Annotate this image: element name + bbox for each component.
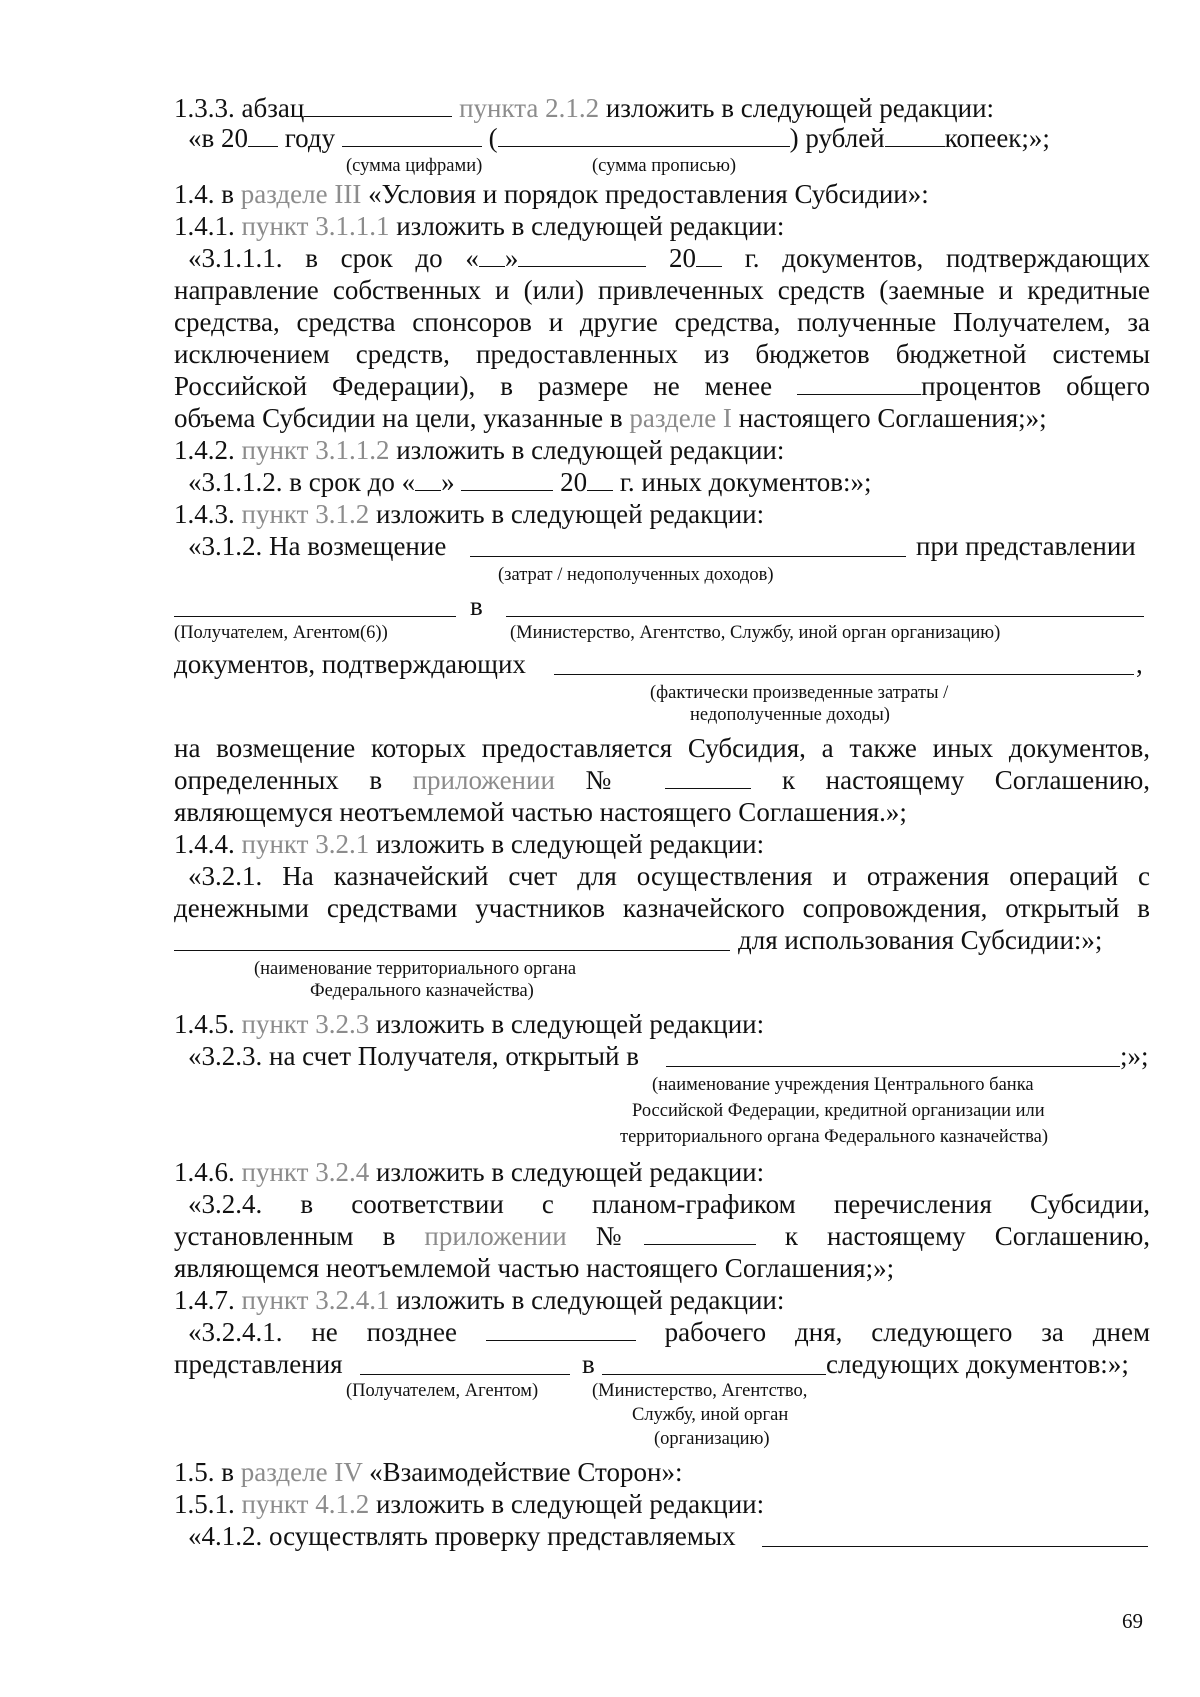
- text: 20: [669, 243, 697, 273]
- item-1-4-7: [174, 1284, 1150, 1316]
- blank-field: [248, 124, 278, 147]
- cross-reference-link[interactable]: разделе I: [629, 403, 732, 433]
- para-3-1-1-1-line-3: средства, средства спонсоров и другие средства, полученные Получателем, за: [174, 307, 1150, 337]
- item-1-3-3: [174, 92, 1150, 124]
- text: 20: [560, 467, 588, 497]
- text: 1.4.7.: [174, 1285, 235, 1315]
- docs-confirming: документов, подтверждающих: [174, 649, 526, 679]
- text: 1.4.3.: [174, 499, 235, 529]
- text: установленным: [174, 1221, 354, 1251]
- caption-costs: (затрат / недополученных доходов): [498, 565, 774, 585]
- text: изложить в следующей редакции:: [375, 1009, 765, 1039]
- para-3-2-4-line-1: [188, 1188, 1150, 1220]
- para-3-2-4-line-2: [174, 1220, 1150, 1252]
- text: «Условия и порядок предоставления Субсидии»:: [368, 179, 929, 209]
- text: 1.5. в: [174, 1457, 234, 1487]
- cross-reference-link[interactable]: приложении: [412, 765, 555, 795]
- cross-reference-link[interactable]: разделе IV: [240, 1457, 363, 1487]
- text: изложить в следующей редакции:: [375, 1489, 765, 1519]
- text: рабочего: [664, 1317, 767, 1347]
- text: с: [541, 1189, 554, 1219]
- item-1-5-1: [174, 1488, 1150, 1520]
- blank-field: [304, 94, 452, 117]
- item-text: 1.3.3. абзац: [174, 93, 305, 123]
- caption-treasury-2: Федерального казначейства): [310, 981, 534, 1001]
- para-3-1-2-label: «3.1.2. На возмещение: [188, 531, 447, 561]
- comma: ,: [1136, 649, 1143, 679]
- text: настоящему: [825, 765, 965, 795]
- caption-ministry2-2: Службу, иной орган: [632, 1405, 789, 1425]
- item-1-4: [174, 178, 1150, 210]
- bank-field: [666, 1066, 1120, 1067]
- caption-bank-1: (наименование учреждения Центрального банка: [652, 1075, 1034, 1095]
- cross-reference-link[interactable]: пункт 3.1.1.1: [241, 211, 390, 241]
- caption-actual-costs-1: (фактически произведенные затраты /: [650, 683, 949, 703]
- text: документов,: [782, 243, 924, 273]
- text: объема Субсидии на цели, указанные в: [174, 403, 623, 433]
- para-3-1-1-1-line-2: направление собственных и (или) привлеченных средств (заемные и кредитные: [174, 275, 1150, 305]
- text: определенных: [174, 765, 339, 795]
- item-1-4-5: [174, 1008, 1150, 1040]
- text: днем: [1092, 1317, 1151, 1347]
- text: «3.2.4.: [188, 1189, 263, 1219]
- item-1-4-3: [174, 498, 1150, 530]
- text: (: [488, 123, 498, 153]
- text: »: [504, 243, 519, 273]
- kopecks-field: [885, 124, 945, 147]
- appendix-number-field: [665, 766, 751, 789]
- text: «: [465, 243, 479, 273]
- text: дня,: [795, 1317, 843, 1347]
- caption-ministry2-1: (Министерство, Агентство,: [592, 1381, 808, 1401]
- text: 1.4.5.: [174, 1009, 235, 1039]
- cross-reference-link[interactable]: пункт 3.2.3: [241, 1009, 370, 1039]
- text: настоящему: [827, 1221, 966, 1251]
- ministry-field: [602, 1374, 826, 1375]
- blank-field: [479, 244, 505, 267]
- item-1-4-6: [174, 1156, 1150, 1188]
- text: 1.4.4.: [174, 829, 235, 859]
- text: к: [782, 765, 796, 795]
- text: изложить в следующей редакции:: [375, 829, 765, 859]
- appendix-number-field: [644, 1222, 756, 1245]
- caption-bank-2: Российской Федерации, кредитной организации или: [632, 1101, 1045, 1121]
- caption-actual-costs-2: недополученные доходы): [690, 705, 890, 725]
- text: «3.1.1.2. в срок до «: [188, 467, 416, 497]
- text: Соглашению,: [994, 765, 1151, 795]
- text: 1.4.6.: [174, 1157, 235, 1187]
- text: «3.1.1.1.: [188, 243, 283, 273]
- cross-reference-link[interactable]: пункта 2.1.2: [459, 93, 600, 123]
- actual-costs-field: [554, 674, 1134, 675]
- sum-digits-field: [342, 124, 482, 147]
- sum-words-field: [498, 124, 790, 147]
- caption-recipient-agent: (Получателем, Агентом): [346, 1381, 539, 1401]
- cross-reference-link[interactable]: пункт 3.2.1: [241, 829, 370, 859]
- caption-sum-words: (сумма прописью): [592, 156, 737, 176]
- text: в: [382, 1221, 396, 1251]
- para-3-2-3-tail: ;»;: [1120, 1041, 1149, 1071]
- para-reimb-line-1: на возмещение которых предоставляется Субсидия, а также иных документов,: [174, 733, 1150, 763]
- para-4-1-2: «4.1.2. осуществлять проверку представляемых: [188, 1521, 736, 1551]
- percent-field: [797, 372, 921, 395]
- blank-field: [415, 468, 441, 491]
- caption-sum-digits: (сумма цифрами): [346, 156, 483, 176]
- text: г. иных документов:»;: [619, 467, 872, 497]
- cross-reference-link[interactable]: приложении: [424, 1221, 567, 1251]
- item-1-5: [174, 1456, 1150, 1488]
- text: 1.4.1.: [174, 211, 235, 241]
- text: «Взаимодействие Сторон»:: [369, 1457, 683, 1487]
- text: 1.4.2.: [174, 435, 235, 465]
- text: №: [595, 1221, 644, 1251]
- item-1-4-1: [174, 210, 1150, 242]
- item-1-4-2: [174, 434, 1150, 466]
- cross-reference-link[interactable]: пункт 3.1.2: [241, 499, 370, 529]
- blank-field: [470, 556, 906, 557]
- year-sum-line: [188, 122, 1150, 154]
- caption-ministry2-3: (организацию): [654, 1429, 770, 1449]
- para-3-1-1-1-line-6: [174, 402, 1150, 434]
- para-3-2-4-1-line-2-a: представления: [174, 1349, 343, 1379]
- text: №: [585, 765, 635, 795]
- days-field: [486, 1318, 636, 1341]
- text: году: [284, 123, 336, 153]
- text: «в 20: [188, 123, 248, 153]
- text: соответствии: [351, 1189, 504, 1219]
- item-text: изложить в следующей редакции:: [605, 93, 995, 123]
- in-word: в: [470, 591, 483, 621]
- text: срок: [340, 243, 393, 273]
- text: перечисления: [833, 1189, 992, 1219]
- text: следующего: [871, 1317, 1013, 1347]
- text: изложить в следующей редакции:: [396, 1285, 785, 1315]
- caption-bank-3: территориального органа Федерального казначейства): [620, 1127, 1048, 1147]
- page-number: 69: [1122, 1609, 1143, 1633]
- blank-field: [518, 244, 646, 267]
- para-3-2-1-line-3: для использования Субсидии:»;: [738, 925, 1103, 955]
- text: настоящего Соглашения;»;: [738, 403, 1047, 433]
- cross-reference-link[interactable]: пункт 3.2.4: [241, 1157, 370, 1187]
- in-word: в: [582, 1349, 595, 1379]
- caption-treasury-1: (наименование территориального органа: [254, 959, 577, 979]
- para-3-2-4-line-3: являющемся неотъемлемой частью настоящего Соглашения;»;: [174, 1253, 895, 1283]
- text: Субсидии,: [1030, 1189, 1151, 1219]
- cross-reference-link[interactable]: пункт 3.1.1.2: [241, 435, 390, 465]
- text: в: [369, 765, 383, 795]
- text: к: [784, 1221, 798, 1251]
- text: до: [415, 243, 443, 273]
- cross-reference-link[interactable]: разделе III: [240, 179, 362, 209]
- para-reimb-line-2: [174, 764, 1150, 796]
- para-3-1-1-1-line-5: [174, 370, 1150, 402]
- text: за: [1041, 1317, 1064, 1347]
- text: копеек;»;: [944, 123, 1050, 153]
- text: 1.4. в: [174, 179, 234, 209]
- para-reimb-line-3: являющемуся неотъемлемой частью настоящего Соглашения.»;: [174, 797, 907, 827]
- text: Российской Федерации), в размере не менее: [174, 371, 773, 401]
- text: изложить в следующей редакции:: [375, 1157, 765, 1187]
- text: подтверждающих: [945, 243, 1151, 273]
- text: процентов общего: [921, 371, 1151, 401]
- recipient-field: [360, 1374, 570, 1375]
- blank-field: [696, 244, 722, 267]
- para-3-2-1-line-1: «3.2.1. На казначейский счет для осуществления и отражения операций с: [188, 861, 1150, 891]
- blank-field: [762, 1546, 1148, 1547]
- blank-field: [461, 468, 553, 491]
- ministry-field: [506, 616, 1144, 617]
- para-3-1-1-1-line-4: исключением средств, предоставленных из бюджетов бюджетной системы: [174, 339, 1150, 369]
- text: планом-графиком: [591, 1189, 796, 1219]
- text: 1.5.1.: [174, 1489, 235, 1519]
- text: »: [441, 467, 455, 497]
- cross-reference-link[interactable]: пункт 4.1.2: [241, 1489, 370, 1519]
- para-3-2-3: «3.2.3. на счет Получателя, открытый в: [188, 1041, 639, 1071]
- text: не: [311, 1317, 338, 1347]
- text: «3.2.4.1.: [188, 1317, 283, 1347]
- para-3-1-2-tail: при представлении: [916, 531, 1136, 561]
- text: Соглашению,: [994, 1221, 1150, 1251]
- blank-field: [587, 468, 613, 491]
- para-3-1-1-1-line-1: [188, 242, 1150, 274]
- text: позднее: [366, 1317, 457, 1347]
- text: в: [300, 1189, 314, 1219]
- text: ) рублей: [789, 123, 885, 153]
- text: г.: [744, 243, 760, 273]
- text: изложить в следующей редакции:: [396, 211, 785, 241]
- item-1-4-4: [174, 828, 1150, 860]
- para-3-2-4-1-line-2-c: следующих документов:»;: [826, 1349, 1129, 1379]
- caption-ministry: (Министерство, Агентство, Службу, иной орган организацию): [510, 623, 1001, 643]
- para-3-2-1-line-2: денежными средствами участников казначейского сопровождения, открытый в: [174, 893, 1150, 923]
- treasury-field: [174, 950, 730, 951]
- para-3-1-1-2: [188, 466, 1150, 498]
- para-3-2-4-1-line-1: [188, 1316, 1150, 1348]
- text: в: [305, 243, 318, 273]
- cross-reference-link[interactable]: пункт 3.2.4.1: [241, 1285, 390, 1315]
- caption-recipient-agent-6: (Получателем, Агентом(6)): [174, 623, 388, 643]
- text: изложить в следующей редакции:: [375, 499, 765, 529]
- text: изложить в следующей редакции:: [396, 435, 785, 465]
- recipient-field: [174, 616, 456, 617]
